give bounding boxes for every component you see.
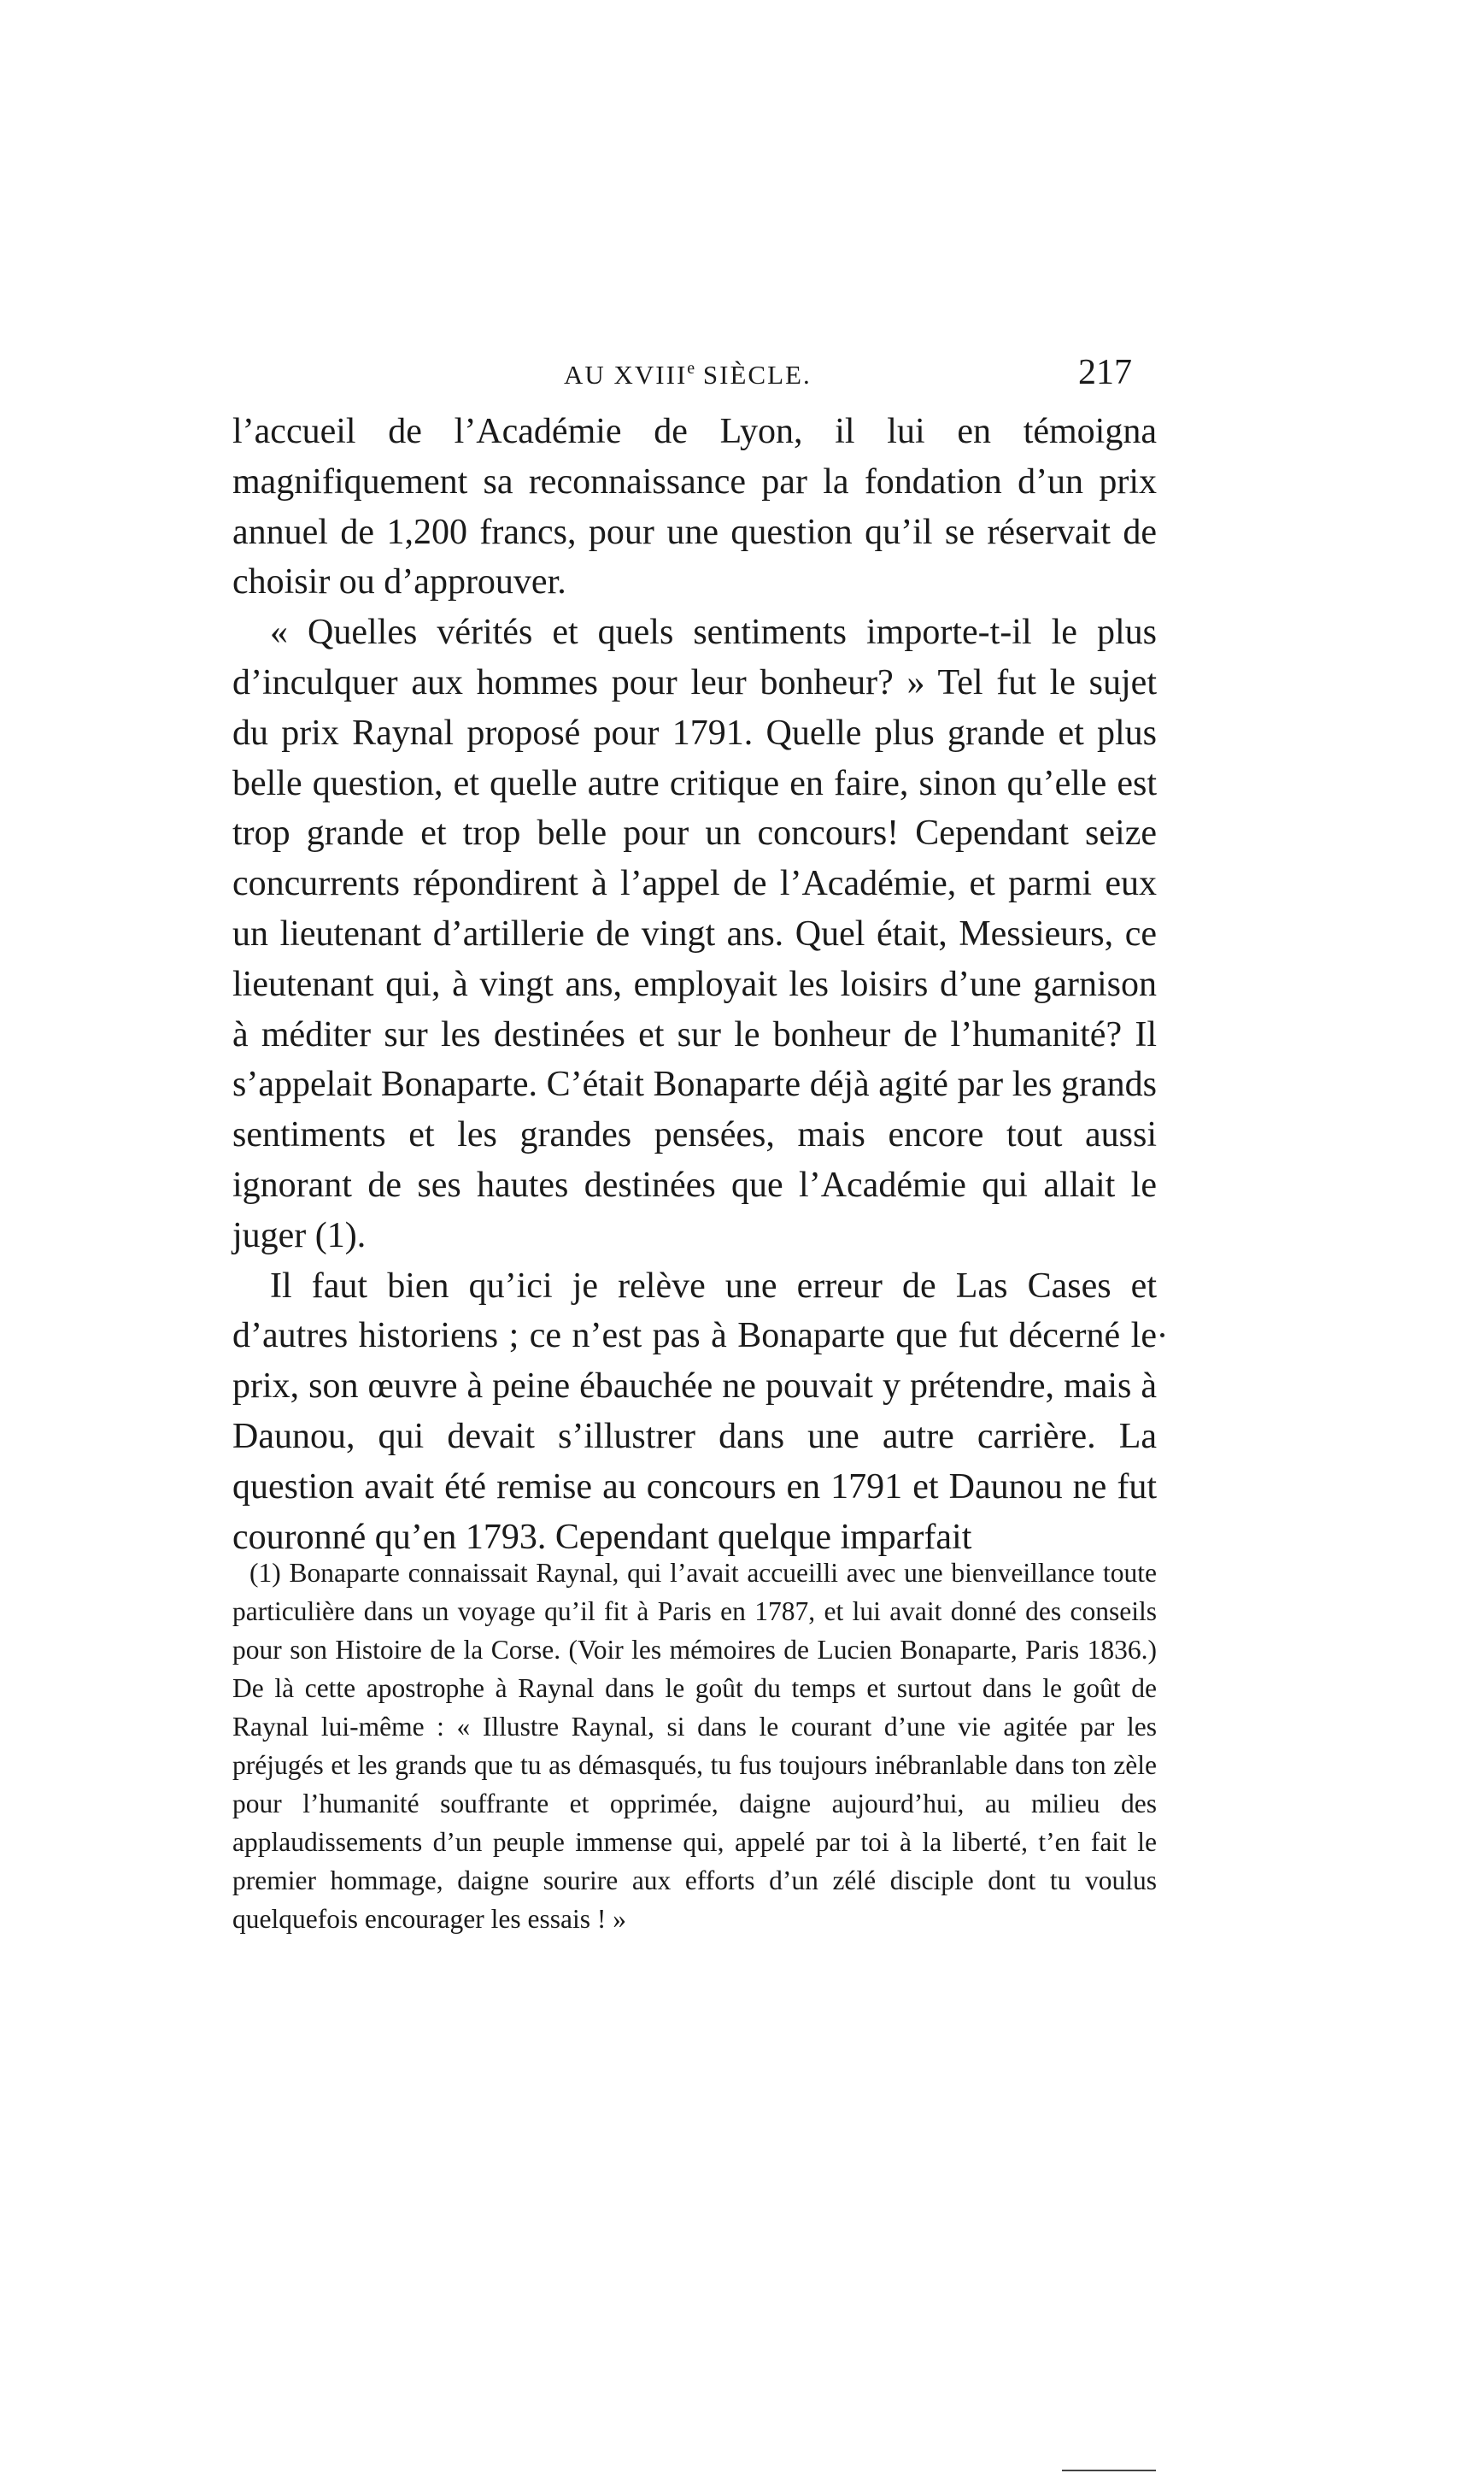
paragraph-2: « Quelles vérités et quels sentiments importe-t-il le plus d’inculquer aux hommes pour leur bonheur? » Tel fut le sujet du prix Raynal proposé pour 1791. Quelle plus grande et plus belle question, et quelle autre critique en faire, sinon qu’elle est trop grande et trop belle pour un concours! Cependant seize concurrents répondirent à l’appel de l’Académie, et parmi eux un lieutenant d’artillerie de vingt ans. Quel était, Messieurs, ce lieutenant qui, à vingt ans, employait les loisirs d’une garnison à méditer sur les destinées et sur le bonheur de l’humanité? Il s’appelait Bonaparte. C’était Bonaparte déjà agité par les grands sentiments et les grandes pensées, mais encore tout aussi ignorant de ses hautes destinées que l’Académie qui allait le juger (1). <box>232 613 1157 1255</box>
paragraph-3: Il faut bien qu’ici je relève une erreur de Las Cases et d’autres historiens ; ce n’est pas à Bonaparte que fut décerné le prix, son œuvre à peine ébauchée ne pouvait y prétendre, mais à Daunou, qui devait s’illustrer dans une autre carrière. La question avait été remise au concours en 1791 et Daunou ne fut couronné qu’en 1793. Cependant quelque imparfait <box>232 1266 1157 1557</box>
bottom-rule <box>1062 2470 1156 2471</box>
running-head <box>0 352 1484 403</box>
main-text <box>232 407 1157 1562</box>
page-number: 217 <box>1078 353 1132 392</box>
paragraph-1: l’accueil de l’Académie de Lyon, il lui en témoigna magnifiquement sa reconnaissance par la fondation d’un prix annuel de 1,200 francs, pour une question qu’il se réservait de choisir ou d’approuver. <box>232 412 1157 602</box>
footnote <box>232 1554 1157 1938</box>
margin-dot <box>1160 1333 1164 1337</box>
running-title: AU XVIIIe SIÈCLE. <box>564 359 812 390</box>
footnote-text: (1) Bonaparte connaissait Raynal, qui l’avait accueilli avec une bienveillance toute particulière dans un voyage qu’il fit à Paris en 1787, et lui avait donné des conseils pour son Histoire de la Corse. (Voir les mémoires de Lucien Bonaparte, Paris 1836.) De là cette apostrophe à Raynal dans le goût du temps et surtout dans le goût de Raynal lui-même : « Illustre Raynal, si dans le courant d’une vie agitée par les préjugés et les grands que tu as démasqués, tu fus toujours inébranlable dans ton zèle pour l’humanité souffrante et opprimée, daigne aujourd’hui, au milieu des applaudissements d’un peuple immense qui, appelé par toi à la liberté, t’en fait le premier hommage, daigne sourire aux efforts d’un zélé disciple dont tu voulus quelquefois encourager les essais ! » <box>232 1558 1157 1934</box>
superscript-e: e <box>687 359 695 378</box>
